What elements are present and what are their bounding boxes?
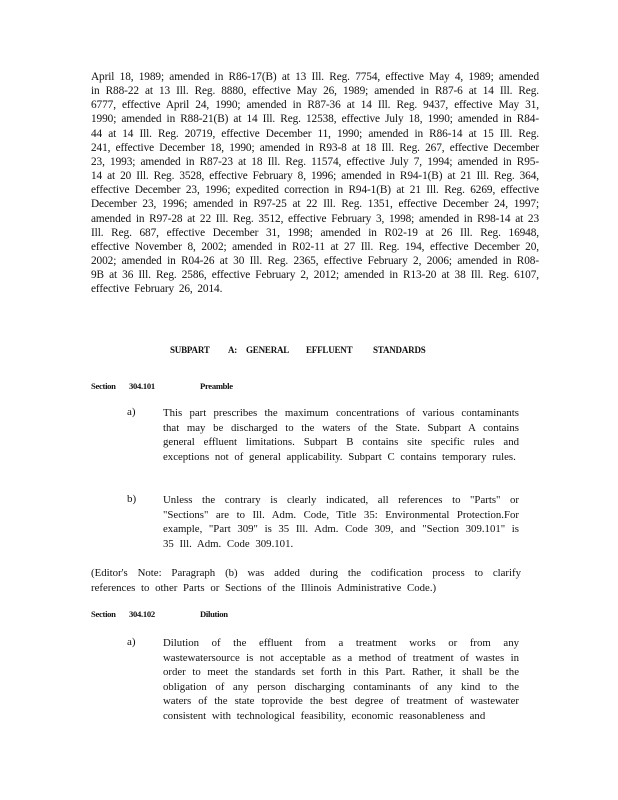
editors-note: (Editor's Note: Paragraph (b) was added during the codification process to clarify references to other Parts or Sections of the Illinois Administrative Code.) bbox=[91, 567, 521, 594]
section-title: Preamble bbox=[200, 381, 233, 391]
section-label: Section bbox=[91, 609, 116, 619]
item-label: a) bbox=[127, 636, 136, 648]
item-text: This part prescribes the maximum concentrations of various contaminants that may be discharged to the waters of the State. Subpart A contains general effluent limitations. Subpart B contains site specific rules and exceptions not of general applicability. Subpart C contains temporary rules. bbox=[163, 407, 519, 463]
amendment-history: April 18, 1989; amended in R86-17(B) at 13 Ill. Reg. 7754, effective May 4, 1989; amended in R88-22 at 13 Ill. Reg. 8880, effective May 26, 1989; amended in R87-6 at 14 Ill. Reg. 6777, effective April 24, 1990; amended in R87-36 at 14 Ill. Reg. 9437, effective May 31, 1990; amended in R88-21(B) at 14 Ill. Reg. 12538, effective July 18, 1990; amended in R84-44 at 14 Ill. Reg. 20719, effective December 11, 1990; amended in R86-14 at 15 Ill. Reg. 241, effective December 18, 1990; amended in R93-8 at 18 Ill. Reg. 267, effective December 23, 1993; amended in R87-23 at 18 Ill. Reg. 11574, effective July 7, 1994; amended in R95-14 at 20 Ill. Reg. 3528, effective February 8, 1996; amended in R94-1(B) at 21 Ill. Reg. 364, effective December 23, 1996; expedited correction in R94-1(B) at 21 Ill. Reg. 6269, effective December 23, 1996; amended in R97-25 at 22 Ill. Reg. 1351, effective December 24, 1997; amended in R97-28 at 22 Ill. Reg. 3512, effective February 3, 1998; amended in R98-14 at 23 Ill. Reg. 687, effective December 31, 1998; amended in R02-19 at 26 Ill. Reg. 16948, effective November 8, 2002; amended in R02-11 at 27 Ill. Reg. 194, effective December 20, 2002; amended in R04-26 at 30 Ill. Reg. 2365, effective February 2, 2006; amended in R08-9B at 36 Ill. Reg. 2586, effective February 2, 2012; amended in R13-20 at 38 Ill. Reg. 6107, effective February 26, 2014. bbox=[91, 71, 539, 296]
section-label: Section bbox=[91, 381, 116, 391]
subpart-word: GENERAL bbox=[246, 345, 290, 355]
item-text: Dilution of the effluent from a treatment works or from any wastewatersource is not acceptable as a method of treatment of wastes in order to meet the standards set forth in this Part. Rather, it shall be the obligation of any person discharging contaminants of any kind to the waters of the state toprovide the best degree of treatment of wastewater consistent with technological feasibility, economic reasonableness and bbox=[163, 637, 519, 722]
subpart-word: SUBPART bbox=[170, 345, 210, 355]
section-number: 304.101 bbox=[129, 381, 155, 391]
subpart-word: STANDARDS bbox=[373, 345, 426, 355]
section-title: Dilution bbox=[200, 609, 228, 619]
item-text: Unless the contrary is clearly indicated, all references to "Parts" or "Sections" are to Ill. Adm. Code, Title 35: Environmental Protection.For example, "Part 309" is 35 Ill. Adm. Code 309, and "Section 309.101" is 35 Ill. Adm. Code 309.101. bbox=[163, 494, 519, 550]
subpart-letter: A: bbox=[228, 345, 238, 355]
section-number: 304.102 bbox=[129, 609, 155, 619]
item-label: a) bbox=[127, 406, 136, 418]
item-label: b) bbox=[127, 493, 137, 505]
subpart-word: EFFLUENT bbox=[306, 345, 353, 355]
